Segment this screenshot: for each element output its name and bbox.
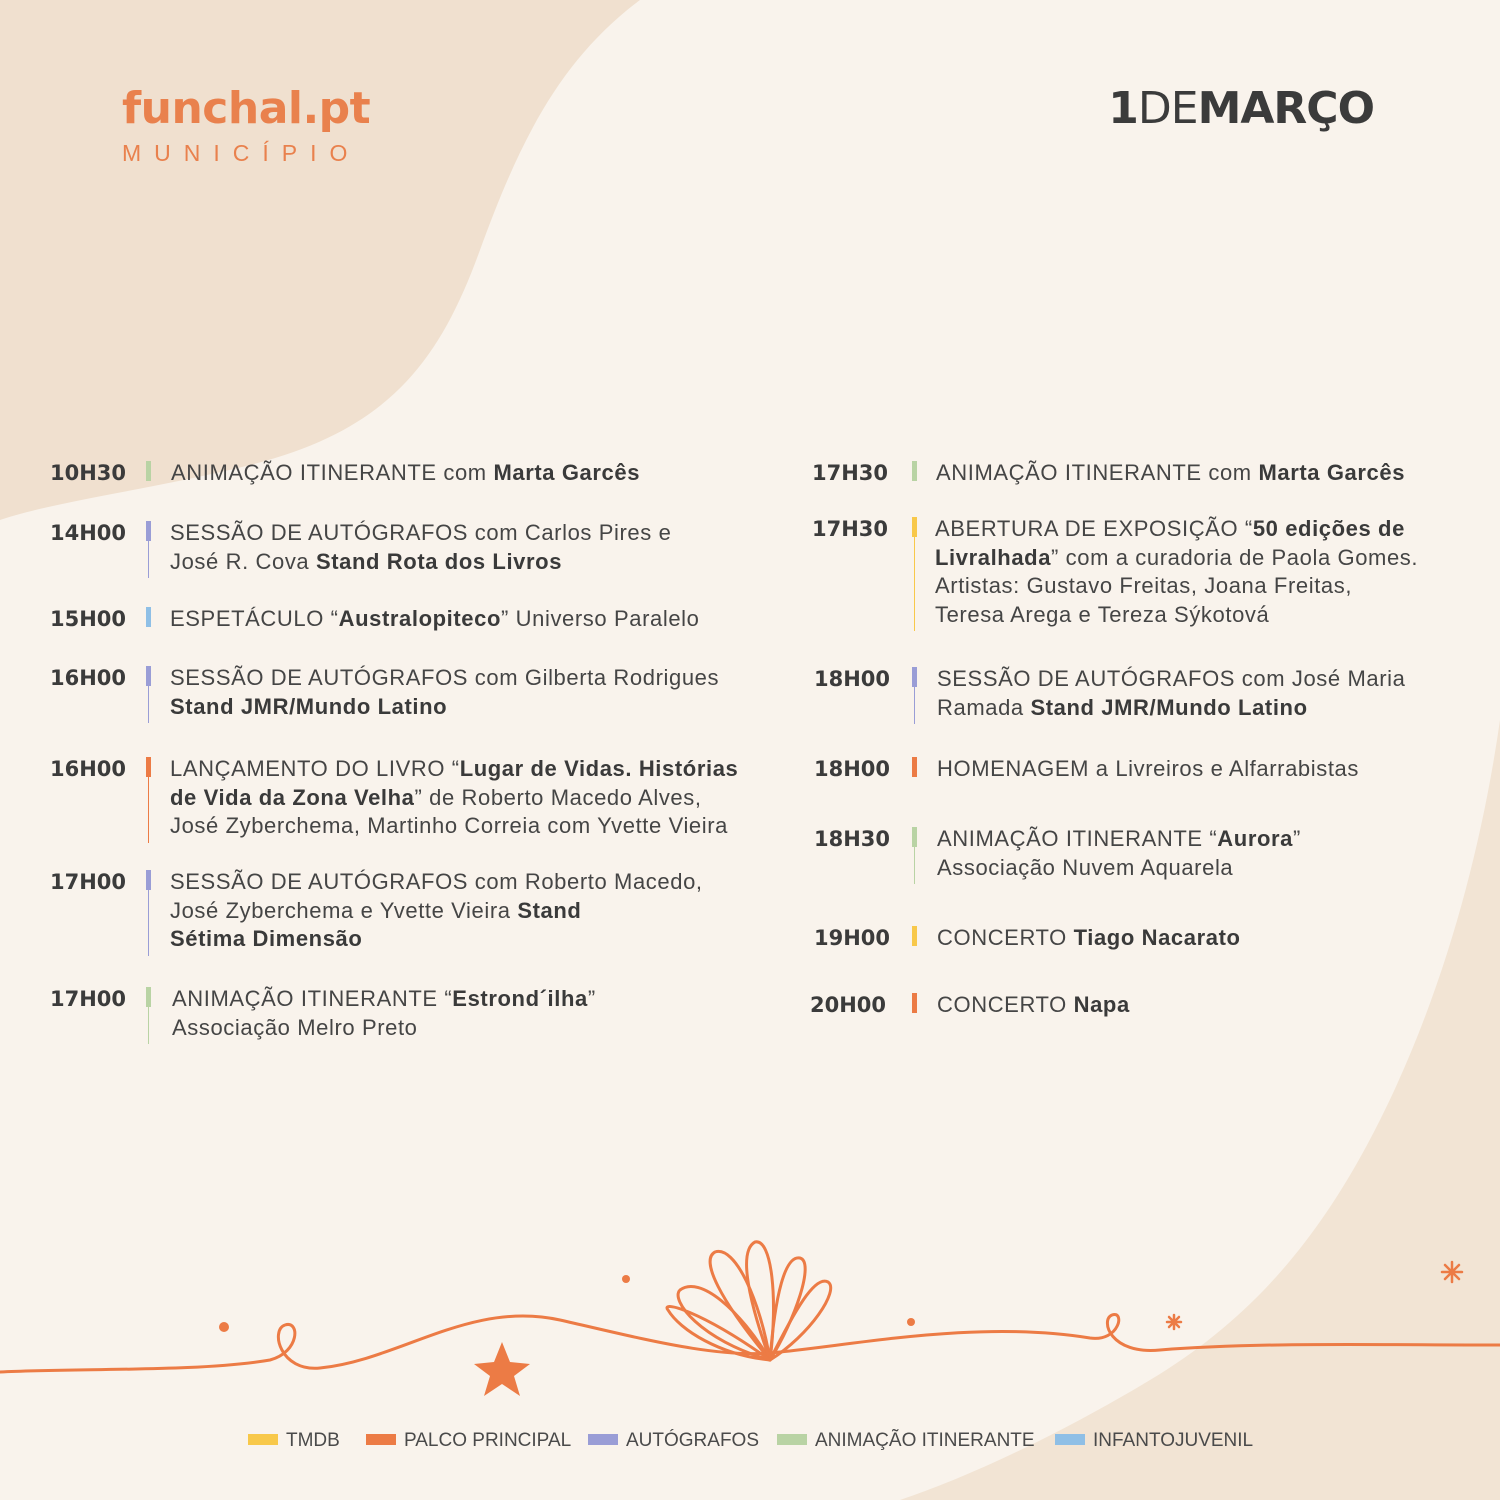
highlight-text: Napa [1073, 992, 1130, 1017]
description-line [170, 605, 699, 634]
category-marker [146, 666, 151, 686]
description-line [170, 664, 719, 693]
event-time: 18H30 [814, 827, 891, 851]
event-time: 17H30 [812, 517, 889, 541]
plain-text: ” [587, 986, 596, 1011]
highlight-text: Tiago Nacarato [1073, 925, 1241, 950]
description-line [936, 459, 1405, 488]
plain-text: SESSÃO DE AUTÓGRAFOS [170, 869, 469, 894]
plain-text: Ramada [937, 694, 1031, 720]
description-line [937, 665, 1405, 694]
event-time: 10H30 [50, 461, 127, 485]
category-marker [912, 757, 917, 777]
highlight-text: Sétima Dimensão [170, 926, 363, 951]
plain-text: ” com a curadoria de Paola Gomes. [1051, 544, 1419, 570]
category-marker [912, 993, 917, 1013]
event-time: 18H00 [814, 757, 891, 781]
highlight-text: Aurora [1217, 826, 1294, 851]
highlight-text: Australopiteco [338, 606, 501, 631]
event-description [170, 755, 738, 841]
description-line [170, 897, 703, 926]
plain-text: SESSÃO DE AUTÓGRAFOS [170, 665, 469, 690]
event-description [170, 519, 671, 576]
description-line [937, 924, 1241, 953]
highlight-text: Stand Rota dos Livros [315, 548, 563, 574]
event-date [1108, 84, 1374, 134]
plain-text: LANÇAMENTO DO LIVRO “ [170, 756, 460, 781]
logo-subtitle: MUNICÍPIO [122, 140, 361, 166]
category-marker [146, 461, 151, 481]
legend-label: PALCO PRINCIPAL [404, 1430, 572, 1451]
highlight-text: de Vida da Zona Velha [170, 784, 415, 810]
plain-text: ANIMAÇÃO ITINERANTE [936, 460, 1202, 485]
category-marker [912, 926, 917, 946]
category-line [148, 777, 149, 843]
event-time: 17H30 [812, 461, 889, 485]
highlight-text: Stand JMR/Mundo Latino [1030, 694, 1308, 720]
legend-swatch [366, 1434, 396, 1445]
plain-text: a Livreiros e Alfarrabistas [1089, 756, 1359, 781]
description-line [935, 515, 1418, 544]
highlight-text: 50 edições de [1252, 516, 1405, 541]
category-line [914, 537, 915, 631]
event-description [937, 825, 1301, 882]
event-description [935, 515, 1418, 629]
plain-text: ABERTURA DE EXPOSIÇÃO “ [935, 516, 1253, 541]
legend-label: TMDB [286, 1430, 340, 1451]
event-description [937, 924, 1241, 953]
legend-item [248, 1428, 340, 1454]
category-line [148, 686, 149, 723]
legend-swatch [588, 1434, 618, 1445]
legend-label: INFANTOJUVENIL [1093, 1430, 1254, 1451]
event-description [172, 985, 596, 1042]
category-marker [146, 757, 151, 777]
logo-title: funchal.pt [122, 83, 371, 134]
description-line [937, 825, 1301, 854]
category-line [148, 890, 149, 956]
legend [248, 1428, 1268, 1454]
category-marker [146, 870, 151, 890]
event-time: 17H00 [50, 987, 127, 1011]
plain-text: Artistas: Gustavo Freitas, Joana Freitas, [935, 573, 1353, 598]
plain-text: Associação Nuvem Aquarela [937, 854, 1234, 880]
highlight-text: Stand JMR/Mundo Latino [170, 693, 448, 719]
description-line [937, 854, 1301, 883]
legend-item [366, 1428, 571, 1454]
category-marker [912, 667, 917, 687]
plain-text: ” de Roberto Macedo Alves, [414, 784, 702, 810]
plain-text: ESPETÁCULO “ [170, 606, 339, 631]
plain-text: ANIMAÇÃO ITINERANTE “ [172, 986, 453, 1011]
plain-text: SESSÃO DE AUTÓGRAFOS [937, 666, 1236, 691]
plain-text: com Carlos Pires e [468, 520, 672, 545]
highlight-text: Marta Garcês [493, 460, 641, 485]
event-time: 16H00 [50, 666, 127, 690]
highlight-text: Marta Garcês [1258, 460, 1406, 485]
legend-item [588, 1428, 759, 1454]
date-day: 1 [1108, 83, 1138, 134]
description-line [937, 755, 1359, 784]
event-time: 17H00 [50, 870, 127, 894]
plain-text: com Roberto Macedo, [468, 869, 703, 894]
event-time: 14H00 [50, 521, 127, 545]
category-line [148, 1007, 149, 1044]
event-description [937, 755, 1359, 784]
category-marker [146, 987, 151, 1007]
plain-text: José Zyberchema e Yvette Vieira [170, 897, 518, 923]
category-marker [146, 521, 151, 541]
plain-text: ANIMAÇÃO ITINERANTE “ [937, 826, 1218, 851]
plain-text: com [1201, 460, 1259, 485]
event-description [171, 459, 640, 488]
event-description [170, 868, 703, 954]
plain-text: com Gilberta Rodrigues [468, 665, 720, 690]
description-line [170, 784, 738, 813]
highlight-text: Stand [517, 897, 582, 923]
event-description [170, 664, 719, 721]
description-line [935, 544, 1418, 573]
plain-text: José R. Cova [170, 548, 316, 574]
plain-text: com José Maria [1235, 666, 1406, 691]
event-time: 20H00 [810, 993, 887, 1017]
municipio-logo [122, 80, 370, 167]
category-line [148, 541, 149, 578]
description-line [170, 812, 738, 841]
plain-text: com [436, 460, 494, 485]
category-marker [912, 827, 917, 847]
description-line [935, 601, 1418, 630]
description-line [172, 985, 596, 1014]
legend-swatch [248, 1434, 278, 1445]
plain-text: HOMENAGEM [937, 756, 1090, 781]
plain-text: Teresa Arega e Tereza Sýkotová [935, 601, 1270, 627]
date-de: DE [1137, 83, 1198, 134]
category-line [914, 847, 915, 884]
description-line [170, 693, 719, 722]
plain-text: CONCERTO [937, 992, 1074, 1017]
category-marker [912, 461, 917, 481]
description-line [170, 755, 738, 784]
event-description [937, 665, 1405, 722]
description-line [170, 548, 671, 577]
description-line [171, 459, 640, 488]
legend-label: AUTÓGRAFOS [626, 1430, 760, 1451]
plain-text: CONCERTO [937, 925, 1074, 950]
description-line [170, 519, 671, 548]
event-time: 19H00 [814, 926, 891, 950]
description-line [170, 925, 703, 954]
plain-text: Associação Melro Preto [172, 1014, 418, 1040]
category-marker [912, 517, 917, 537]
description-line [172, 1014, 596, 1043]
category-marker [146, 607, 151, 627]
legend-item [1055, 1428, 1253, 1454]
plain-text: José Zyberchema, Martinho Correia com Yvette Vieira [170, 813, 729, 838]
event-time: 16H00 [50, 757, 127, 781]
legend-label: ANIMAÇÃO ITINERANTE [815, 1430, 1035, 1451]
description-line [170, 868, 703, 897]
event-description [937, 991, 1130, 1020]
plain-text: ” [1293, 826, 1301, 851]
category-line [914, 687, 915, 724]
legend-item [777, 1428, 1035, 1454]
event-description [936, 459, 1405, 488]
date-month: MARÇO [1197, 83, 1374, 134]
event-time: 18H00 [814, 667, 891, 691]
highlight-text: Lugar de Vidas. Histórias [459, 756, 739, 781]
legend-swatch [1055, 1434, 1085, 1445]
event-description [170, 605, 699, 634]
highlight-text: Estrond´ilha [452, 986, 588, 1011]
description-line [935, 572, 1418, 601]
description-line [937, 694, 1405, 723]
plain-text: SESSÃO DE AUTÓGRAFOS [170, 520, 469, 545]
highlight-text: Livralhada [935, 544, 1052, 570]
event-time: 15H00 [50, 607, 127, 631]
plain-text: ” Universo Paralelo [501, 606, 700, 631]
plain-text: ANIMAÇÃO ITINERANTE [171, 460, 437, 485]
legend-swatch [777, 1434, 807, 1445]
description-line [937, 991, 1130, 1020]
